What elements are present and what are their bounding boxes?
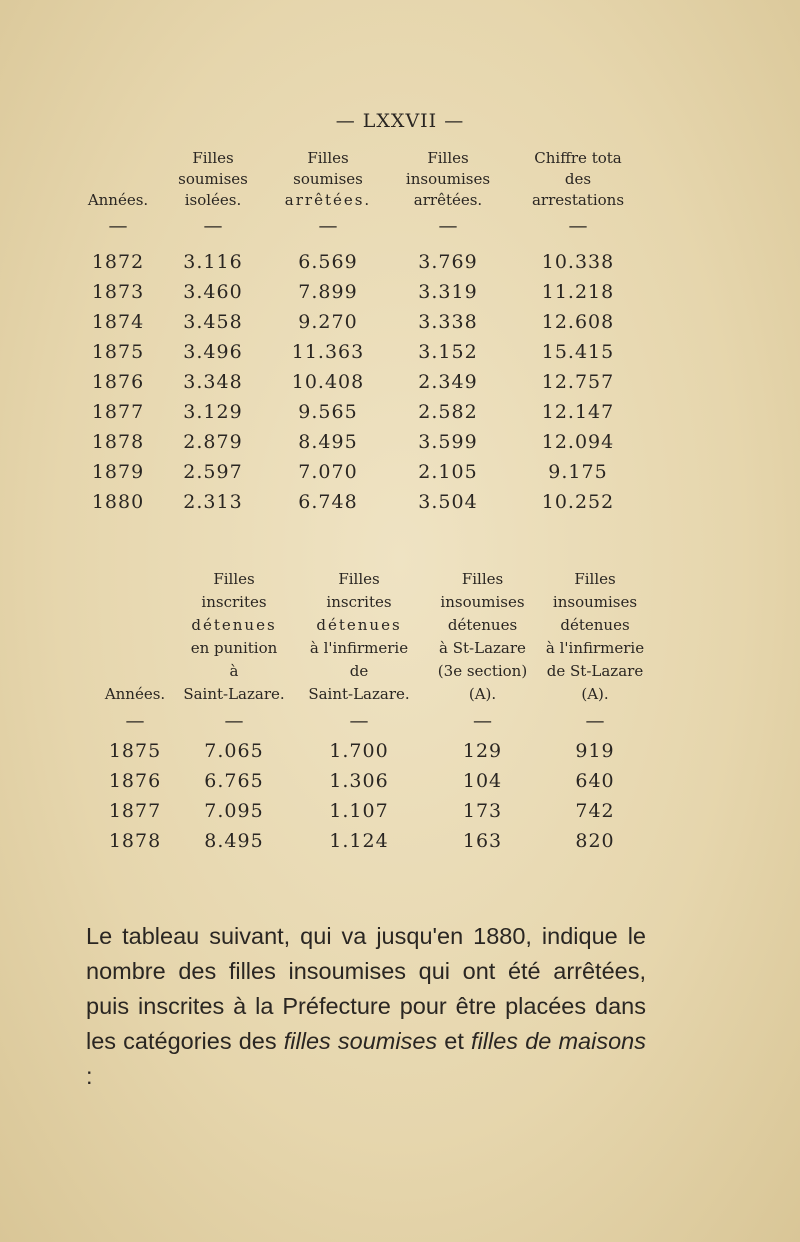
column-header: Années.: [87, 191, 149, 209]
table-header-row: [78, 148, 648, 211]
table-row: 1873 3.460 7.899 3.319 11.218: [91, 281, 615, 303]
column-header: Filles insoumises arrêtées.: [405, 149, 491, 209]
column-header: Années.: [104, 685, 166, 703]
table-row: 1879 2.597 7.070 2.105 9.175: [91, 461, 608, 483]
table-row: 1875 7.065 1.700 129 919: [108, 740, 615, 762]
arrests-table: [78, 148, 648, 517]
column-header: Filles insoumises détenues à l'infirmerie de St-Lazare (A).: [545, 570, 645, 703]
dash-separator-row: — — — — —: [125, 710, 605, 732]
column-header: Filles inscrites détenues en punition à Saint-Lazare.: [183, 570, 285, 703]
emphasis-filles-de-maisons: filles de maisons: [471, 1027, 646, 1054]
table-row: 1878 8.495 1.124 163 820: [108, 830, 615, 852]
column-header: Filles inscrites détenues à l'infirmerie de Saint-Lazare.: [308, 570, 410, 703]
table-row: 1875 3.496 11.363 3.152 15.415: [91, 341, 615, 363]
table-row: 1877 7.095 1.107 173 742: [108, 800, 615, 822]
table-row: 1876 6.765 1.306 104 640: [108, 770, 615, 792]
column-header: Filles soumises isolées.: [178, 149, 248, 209]
column-header: Chiffre tota des arrestations: [531, 149, 625, 209]
table-row: 1876 3.348 10.408 2.349 12.757: [91, 371, 615, 393]
column-header: Filles soumises arrêtées.: [284, 149, 372, 209]
detentions-table: [95, 568, 650, 856]
table-row: 1872 3.116 6.569 3.769 10.338: [91, 251, 615, 273]
table-row: 1880 2.313 6.748 3.504 10.252: [91, 491, 615, 513]
table-header-row: [95, 568, 650, 706]
dash-separator-row: — — — — —: [108, 215, 588, 237]
emphasis-filles-soumises: filles soumises: [283, 1027, 438, 1054]
page-number: — LXXVII —: [335, 110, 465, 132]
table-row: 1877 3.129 9.565 2.582 12.147: [91, 401, 615, 423]
column-header: Filles insoumises détenues à St-Lazare (3e section) (A).: [437, 570, 528, 703]
table-row: 1874 3.458 9.270 3.338 12.608: [91, 311, 615, 333]
body-paragraph: Le tableau suivant, qui va jusqu'en 1880, indique le nombre des filles insoumises qui ont été arrêtées, puis inscrites à la Préfecture pour être placées dans les catégories des filles soumises et filles de maisons :: [86, 922, 646, 1089]
table-row: 1878 2.879 8.495 3.599 12.094: [91, 431, 615, 453]
